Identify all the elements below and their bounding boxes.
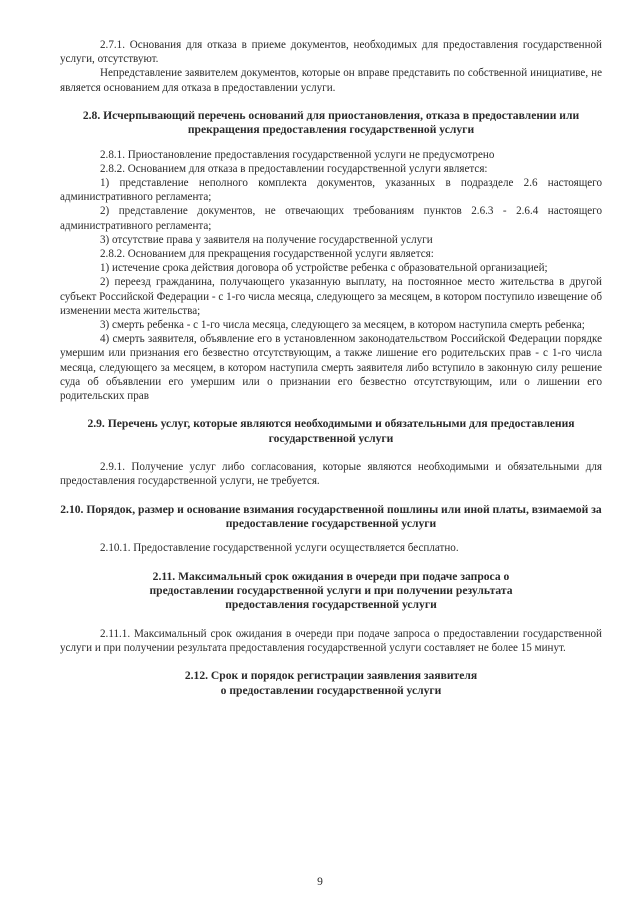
list-item-refusal-2: 2) представление документов, не отвечающих требованиям пунктов 2.6.3 - 2.6.4 настоящего административного регламента;: [60, 205, 602, 232]
paragraph-2-7-1: 2.7.1. Основания для отказа в приеме документов, необходимых для предоставления государственной услуги, отсутствуют.: [60, 39, 602, 66]
paragraph-2-11-1: 2.11.1. Максимальный срок ожидания в очереди при подаче запроса о предоставлении государственной услуги и при получении результата предоставления государственной услуги составляет не более 15 минут.: [60, 627, 602, 654]
heading-2-12-line-1: 2.12. Срок и порядок регистрации заявления заявителя: [184, 669, 478, 683]
paragraph-2-8-2-termination: 2.8.2. Основанием для прекращения государственной услуги является:: [100, 248, 434, 261]
list-item-termination-3: 3) смерть ребенка - с 1-го числа месяца, следующего за месяцем, в котором наступила смерть ребенка;: [100, 319, 585, 332]
heading-2-11-line-3: предоставления государственной услуги: [225, 598, 437, 612]
paragraph-2-8-1: 2.8.1. Приостановление предоставления государственной услуги не предусмотрено: [100, 148, 495, 161]
document-body: [60, 38, 602, 698]
heading-2-11-line-2: предоставлении государственной услуги и при получении результата: [149, 583, 513, 597]
page-number: 9: [317, 876, 323, 888]
list-item-refusal-3: 3) отсутствие права у заявителя на получение государственной услуги: [100, 233, 433, 246]
list-item-termination-4: 4) смерть заявителя, объявление его в установленном законодательством Российской Федерации порядке умершим или признания его безвестно отсутствующим, а также лишение его родительских прав - с 1-го числа месяца, следующего за месяцем, в котором наступила смерть заявителя либо вступило в законную силу решение суда об объявлении его умершим или о признании его безвестно отсутствующим, или о лишении его родительских прав: [60, 333, 602, 403]
paragraph-2-7-1-continued: Непредставление заявителем документов, которые он вправе представить по собственной инициативе, не является основанием для отказа в предоставлении услуги.: [60, 67, 602, 94]
heading-2-9: 2.9. Перечень услуг, которые являются необходимыми и обязательными для предоставления государственной услуги: [87, 417, 575, 445]
heading-2-12-line-2: о предоставлении государственной услуги: [220, 683, 442, 697]
heading-2-10: 2.10. Порядок, размер и основание взимания государственной пошлины или иной платы, взимаемой за предоставление государственной услуги: [60, 502, 602, 530]
list-item-termination-1: 1) истечение срока действия договора об устройстве ребенка с образовательной организацией;: [100, 262, 548, 275]
list-item-termination-2: 2) переезд гражданина, получающего указанную выплату, на постоянное место жительства в другой субъект Российской Федерации - с 1-го числа месяца, следующего за месяцем, в котором поступило извещение об изменении места жительства;: [60, 276, 602, 317]
paragraph-2-10-1: 2.10.1. Предоставление государственной услуги осуществляется бесплатно.: [100, 542, 459, 555]
paragraph-2-8-2: 2.8.2. Основанием для отказа в предоставлении государственной услуги является:: [100, 162, 488, 175]
heading-2-11-line-1: 2.11. Максимальный срок ожидания в очереди при подаче запроса о: [152, 569, 510, 583]
list-item-refusal-1: 1) представление неполного комплекта документов, указанных в подразделе 2.6 настоящего административного регламента;: [60, 177, 602, 204]
heading-2-8: 2.8. Исчерпывающий перечень оснований для приостановления, отказа в предоставлении или прекращения предоставления государственной услуги: [82, 108, 580, 137]
paragraph-2-9-1: 2.9.1. Получение услуг либо согласования, которые являются необходимыми и обязательными для предоставления государственной услуги, не требуется.: [60, 461, 602, 488]
